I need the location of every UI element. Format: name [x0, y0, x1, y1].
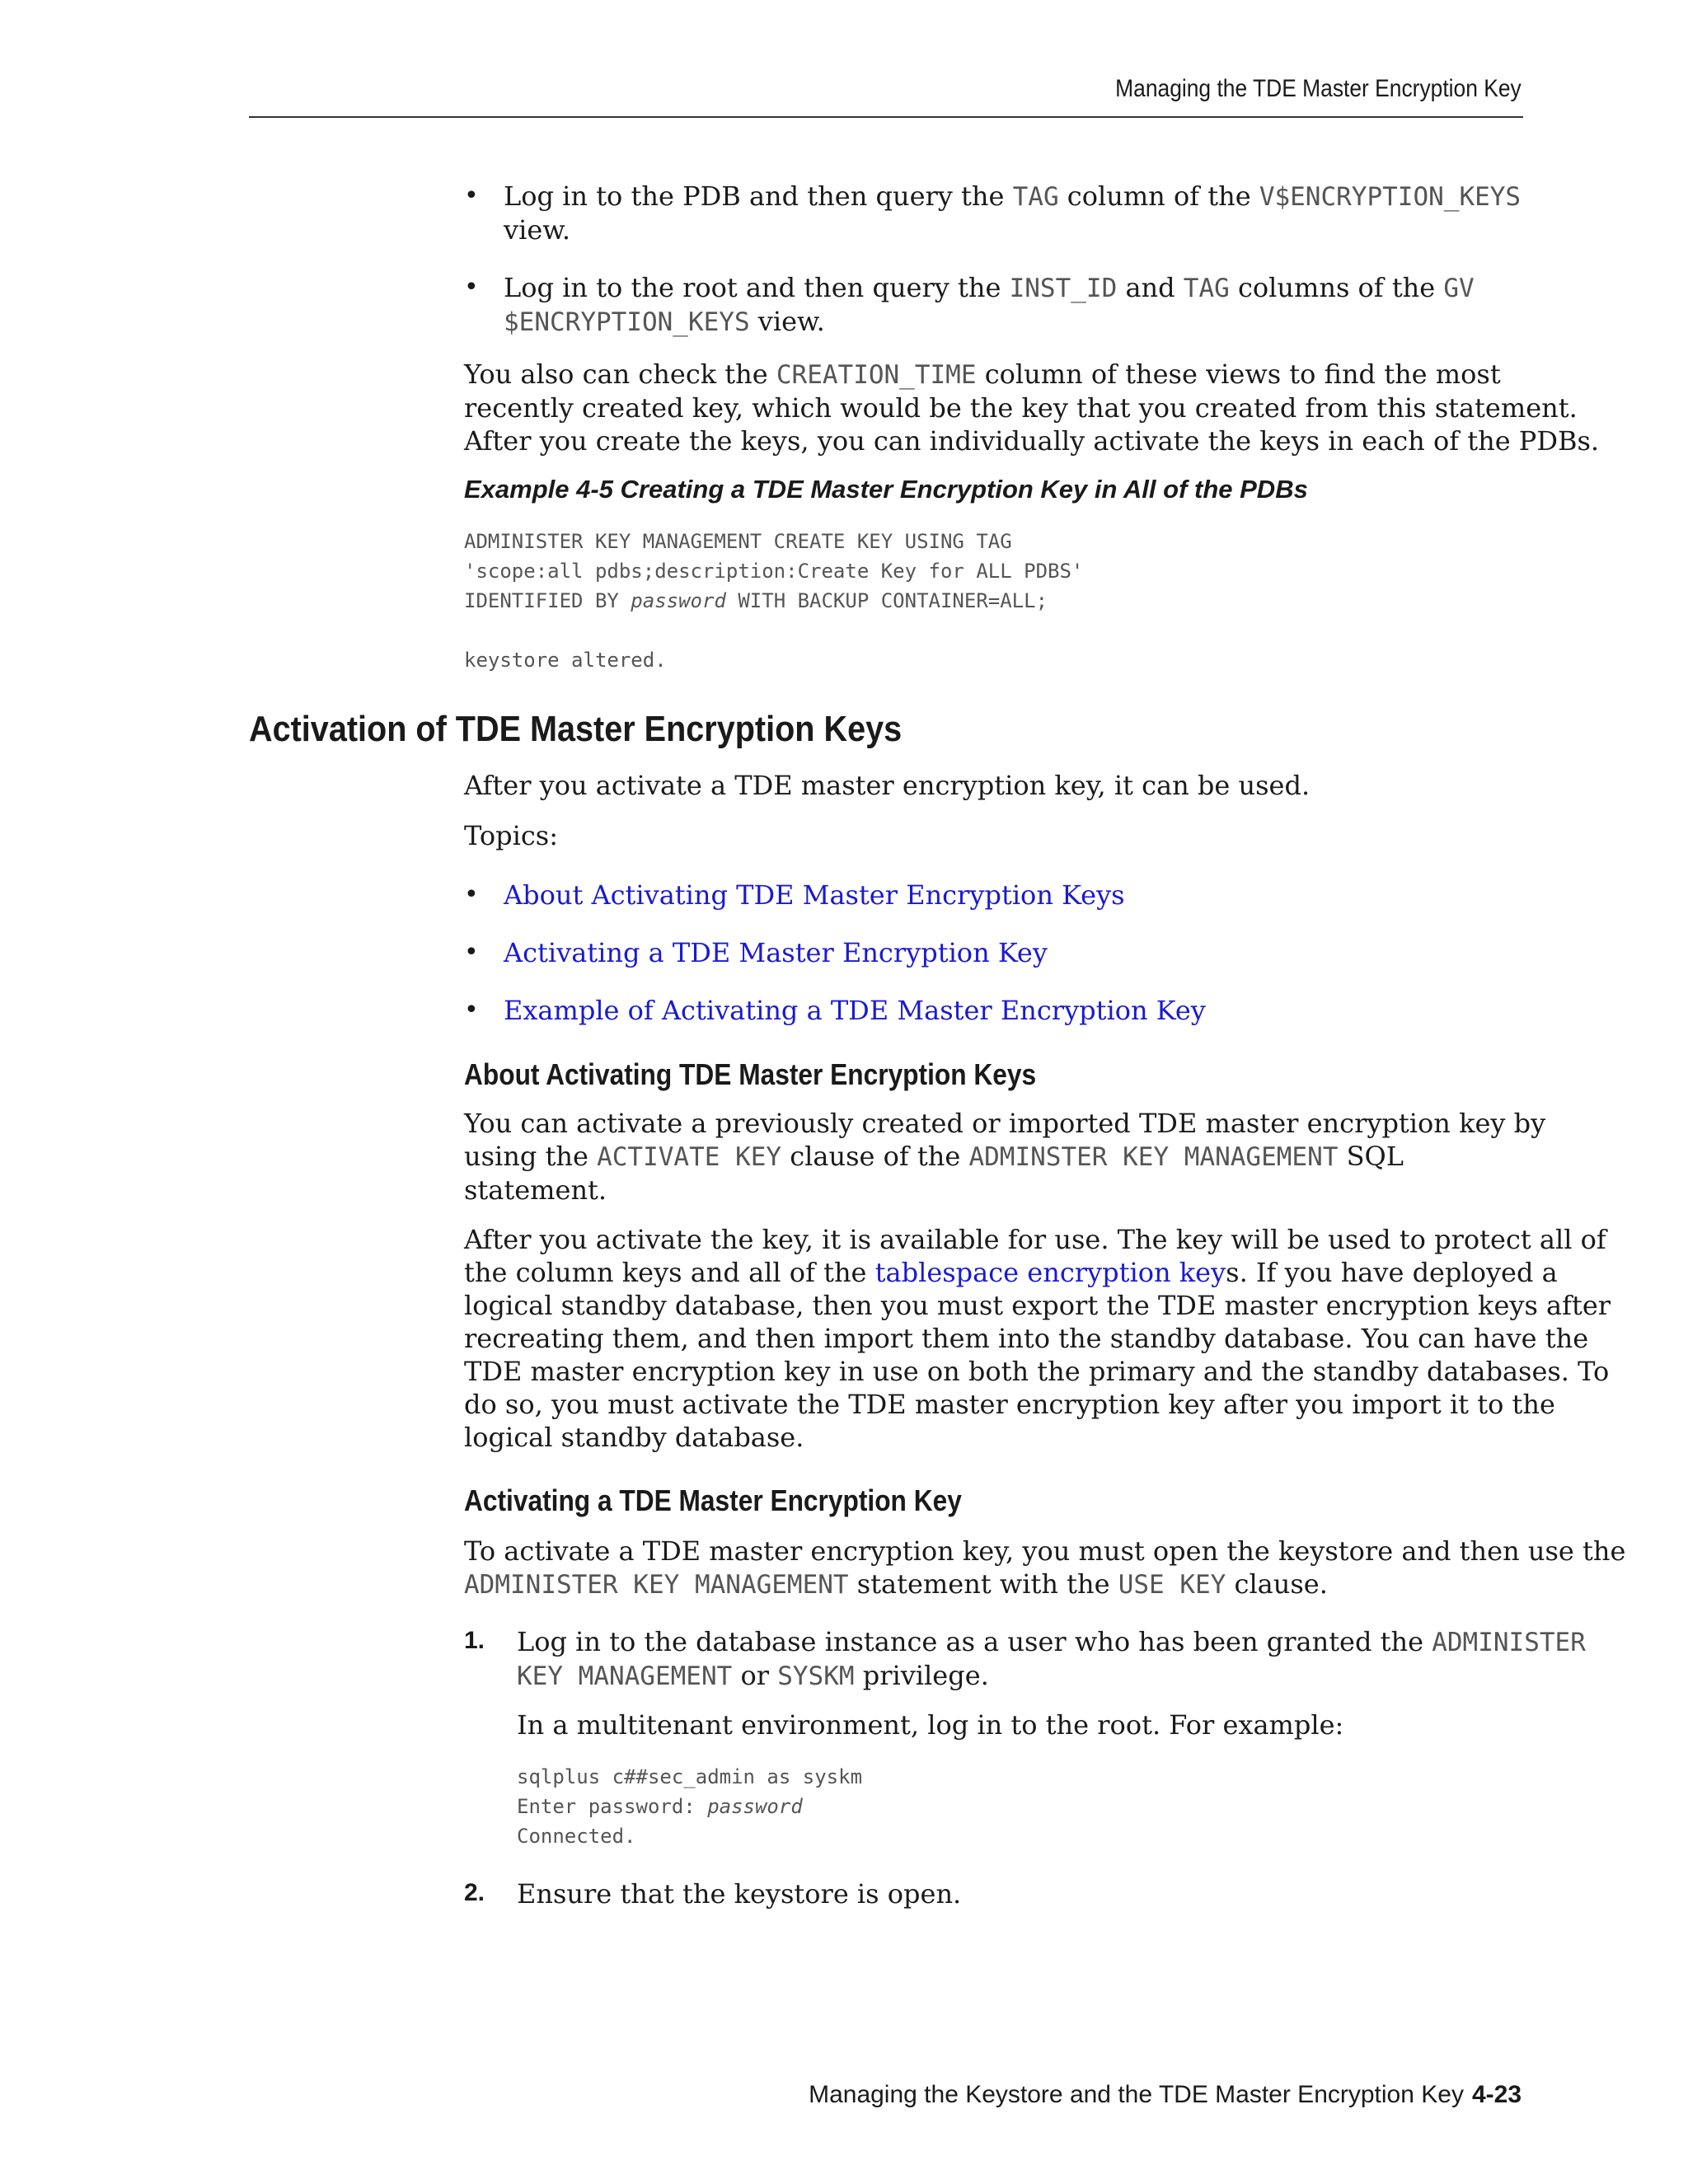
- topic-link-about-activating[interactable]: About Activating TDE Master Encryption Keys: [504, 879, 1125, 911]
- code-term: INST_ID: [1009, 274, 1118, 303]
- about-paragraph-2: After you activate the key, it is available for use. The key will be used to protect all of the column keys and all of the tablespace encryption keys. If you have deployed a logical standby database, then you must export the TDE master encryption keys after recreating them, and then import them into the standby database. You can have the TDE master encryption key in use on both the primary and the standby databases. To do so, you must activate the TDE master encryption key after you import it to the logical standby database.: [464, 1224, 1611, 1453]
- intro-paragraph: You also can check the CREATION_TIME column of these views to find the most recently created key, which would be the key that you created from this statement. After you create the keys, you can individually activate the keys in each of the PDBs.: [464, 359, 1600, 457]
- code-term: SYSKM: [777, 1661, 855, 1691]
- section-heading: Activation of TDE Master Encryption Keys: [249, 709, 903, 749]
- bullet-icon: •: [464, 181, 479, 210]
- page-footer: [809, 2081, 1522, 2109]
- activating-paragraph: To activate a TDE master encryption key, you must open the keystore and then use the ADMINISTER KEY MANAGEMENT statement with the USE KEY clause.: [464, 1535, 1626, 1600]
- code-block: sqlplus c##sec_admin as syskm Enter password: password Connected.: [517, 1765, 863, 1848]
- footer-title: Managing the Keystore and the TDE Master Encryption Key: [809, 2081, 1464, 2108]
- code-term: $ENCRYPTION_KEYS: [504, 307, 750, 337]
- bullet-icon: •: [464, 273, 479, 302]
- code-block: ADMINISTER KEY MANAGEMENT CREATE KEY USING TAG 'scope:all pdbs;description:Create Key for ALL PDBS' IDENTIFIED BY password WITH BACKUP CONTAINER=ALL; keystore altered.: [464, 530, 1084, 672]
- code-term: KEY MANAGEMENT: [517, 1661, 733, 1691]
- code-term: V$ENCRYPTION_KEYS: [1259, 182, 1522, 212]
- running-header: Managing the TDE Master Encryption Key: [1115, 75, 1522, 102]
- code-term: CREATION_TIME: [776, 360, 977, 390]
- topics-label: Topics:: [464, 820, 558, 851]
- topic-link-activating-key[interactable]: Activating a TDE Master Encryption Key: [504, 937, 1048, 968]
- code-term: ADMINSTER KEY MANAGEMENT: [968, 1142, 1339, 1172]
- code-term: USE KEY: [1118, 1570, 1226, 1600]
- subsection-heading: Activating a TDE Master Encryption Key: [464, 1483, 962, 1517]
- step-number: 2.: [464, 1879, 485, 1906]
- code-term: TAG: [1183, 274, 1230, 303]
- bullet-text: and: [1117, 272, 1184, 303]
- bullet-icon: •: [464, 880, 479, 909]
- page-number: 4-23: [1471, 2081, 1522, 2108]
- code-term: ACTIVATE KEY: [597, 1142, 782, 1172]
- section-intro: After you activate a TDE master encryption key, it can be used.: [464, 770, 1311, 801]
- code-term: TAG: [1012, 182, 1059, 212]
- step-1-note: In a multitenant environment, log in to the root. For example:: [517, 1709, 1344, 1741]
- about-paragraph-1: You can activate a previously created or imported TDE master encryption key by using the ACTIVATE KEY clause of the ADMINSTER KEY MANAGEMENT SQL statement.: [464, 1108, 1546, 1206]
- step-1-text: Log in to the database instance as a user who has been granted the ADMINISTER KEY MANAGEMENT or SYSKM privilege.: [517, 1626, 1586, 1691]
- bullet-text: columns of the: [1229, 272, 1444, 303]
- header-divider: [249, 116, 1523, 118]
- code-term: ADMINISTER KEY MANAGEMENT: [464, 1570, 849, 1600]
- code-term: ADMINISTER: [1432, 1628, 1586, 1657]
- bullet-icon: •: [464, 938, 479, 967]
- step-number: 1.: [464, 1627, 485, 1654]
- topic-link-example[interactable]: Example of Activating a TDE Master Encryption Key: [504, 995, 1206, 1026]
- bullet-text: Log in to the root and then query the: [504, 272, 1010, 303]
- tablespace-encryption-key-link[interactable]: tablespace encryption key: [874, 1257, 1226, 1288]
- step-2-text: Ensure that the keystore is open.: [517, 1878, 962, 1910]
- bullet-text: Log in to the PDB and then query the: [504, 180, 1013, 212]
- bullet-text: view.: [504, 214, 571, 246]
- subsection-heading: About Activating TDE Master Encryption Keys: [464, 1057, 1037, 1091]
- bullet-text: column of the: [1058, 180, 1259, 212]
- bullet-icon: •: [464, 996, 479, 1024]
- example-title: Example 4-5 Creating a TDE Master Encryption Key in All of the PDBs: [464, 475, 1308, 504]
- code-term: GV: [1443, 274, 1475, 303]
- bullet-text: view.: [749, 306, 825, 337]
